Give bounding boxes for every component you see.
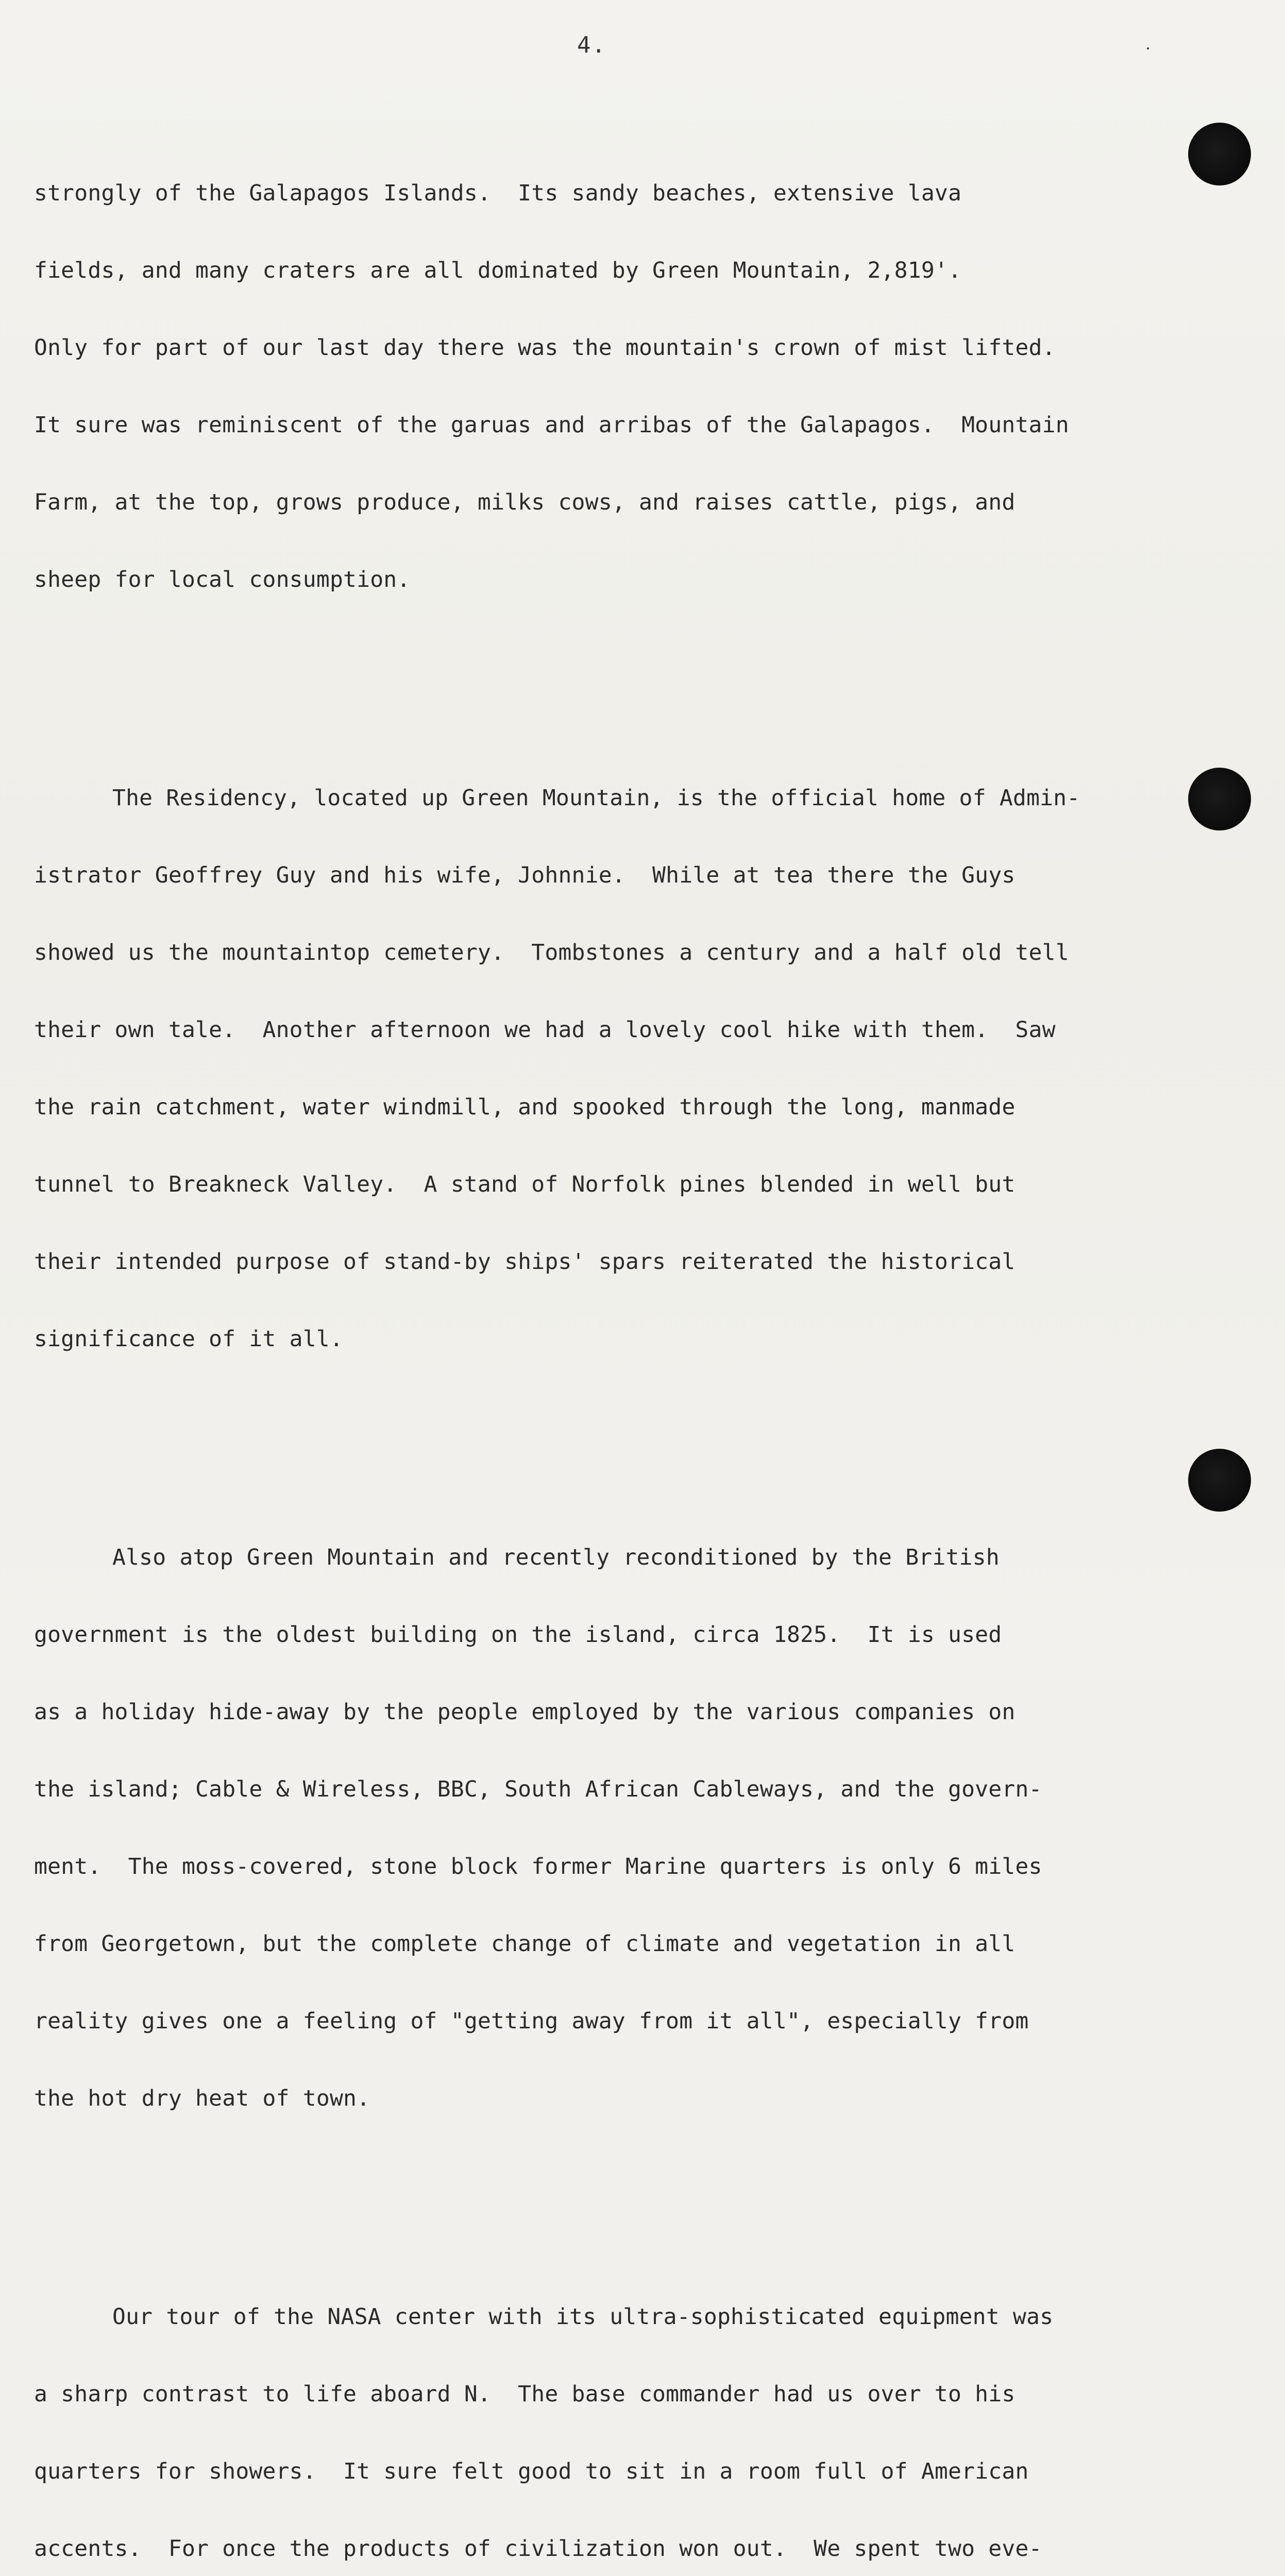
text-line: Also atop Green Mountain and recently reconditioned by the British (112, 1545, 1000, 1570)
text-line: as a holiday hide-away by the people employed by the various companies on (34, 1699, 1016, 1725)
paragraph-4 (34, 2252, 1260, 2576)
text-line: the rain catchment, water windmill, and spooked through the long, manmade (34, 1094, 1016, 1120)
text-line: government is the oldest building on the island, circa 1825. It is used (34, 1622, 1002, 1648)
text-line: It sure was reminiscent of the garuas and arribas of the Galapagos. Mountain (34, 412, 1069, 438)
text-line: istrator Geoffrey Guy and his wife, Johnnie. While at tea there the Guys (34, 862, 1016, 888)
text-line: quarters for showers. It sure felt good to sit in a room full of American (34, 2459, 1029, 2484)
text-line: accents. For once the products of civilization won out. We spent two eve- (34, 2536, 1042, 2562)
text-line: sheep for local consumption. (34, 567, 411, 592)
text-line: Only for part of our last day there was the mountain's crown of mist lifted. (34, 335, 1056, 361)
text-line: their own tale. Another afternoon we had a lovely cool hike with them. Saw (34, 1017, 1056, 1043)
text-line: Farm, at the top, grows produce, milks cows, and raises cattle, pigs, and (34, 489, 1016, 515)
text-line: showed us the mountaintop cemetery. Tombstones a century and a half old tell (34, 940, 1069, 965)
text-line: ment. The moss-covered, stone block former Marine quarters is only 6 miles (34, 1854, 1042, 1879)
text-line: from Georgetown, but the complete change of climate and vegetation in all (34, 1931, 1016, 1957)
text-line: fields, and many craters are all dominated by Green Mountain, 2,819'. (34, 258, 962, 283)
text-line: the island; Cable & Wireless, BBC, South African Cableways, and the govern- (34, 1776, 1042, 1802)
text-line: reality gives one a feeling of "getting away from it all", especially from (34, 2008, 1029, 2034)
text-line: strongly of the Galapagos Islands. Its sandy beaches, extensive lava (34, 180, 962, 206)
paragraph-2 (34, 734, 1260, 1403)
text-line: significance of it all. (34, 1326, 344, 1352)
page-number: 4. (577, 32, 606, 58)
text-line: the hot dry heat of town. (34, 2086, 370, 2111)
binder-punch-hole (1188, 123, 1251, 185)
paragraph-3 (34, 1493, 1260, 2163)
text-line: a sharp contrast to life aboard N. The base commander had us over to his (34, 2381, 1016, 2407)
text-line: Our tour of the NASA center with its ultra-sophisticated equipment was (112, 2304, 1054, 2330)
text-line: their intended purpose of stand-by ships' spars reiterated the historical (34, 1249, 1016, 1275)
binder-punch-hole (1188, 1449, 1251, 1512)
corner-mark (1147, 47, 1149, 49)
text-line: The Residency, located up Green Mountain, is the official home of Admin- (112, 785, 1080, 811)
binder-punch-hole (1188, 768, 1251, 831)
typed-text-body (34, 77, 1260, 2576)
paragraph-1 (34, 129, 1260, 644)
text-line: tunnel to Breakneck Valley. A stand of Norfolk pines blended in well but (34, 1172, 1016, 1197)
